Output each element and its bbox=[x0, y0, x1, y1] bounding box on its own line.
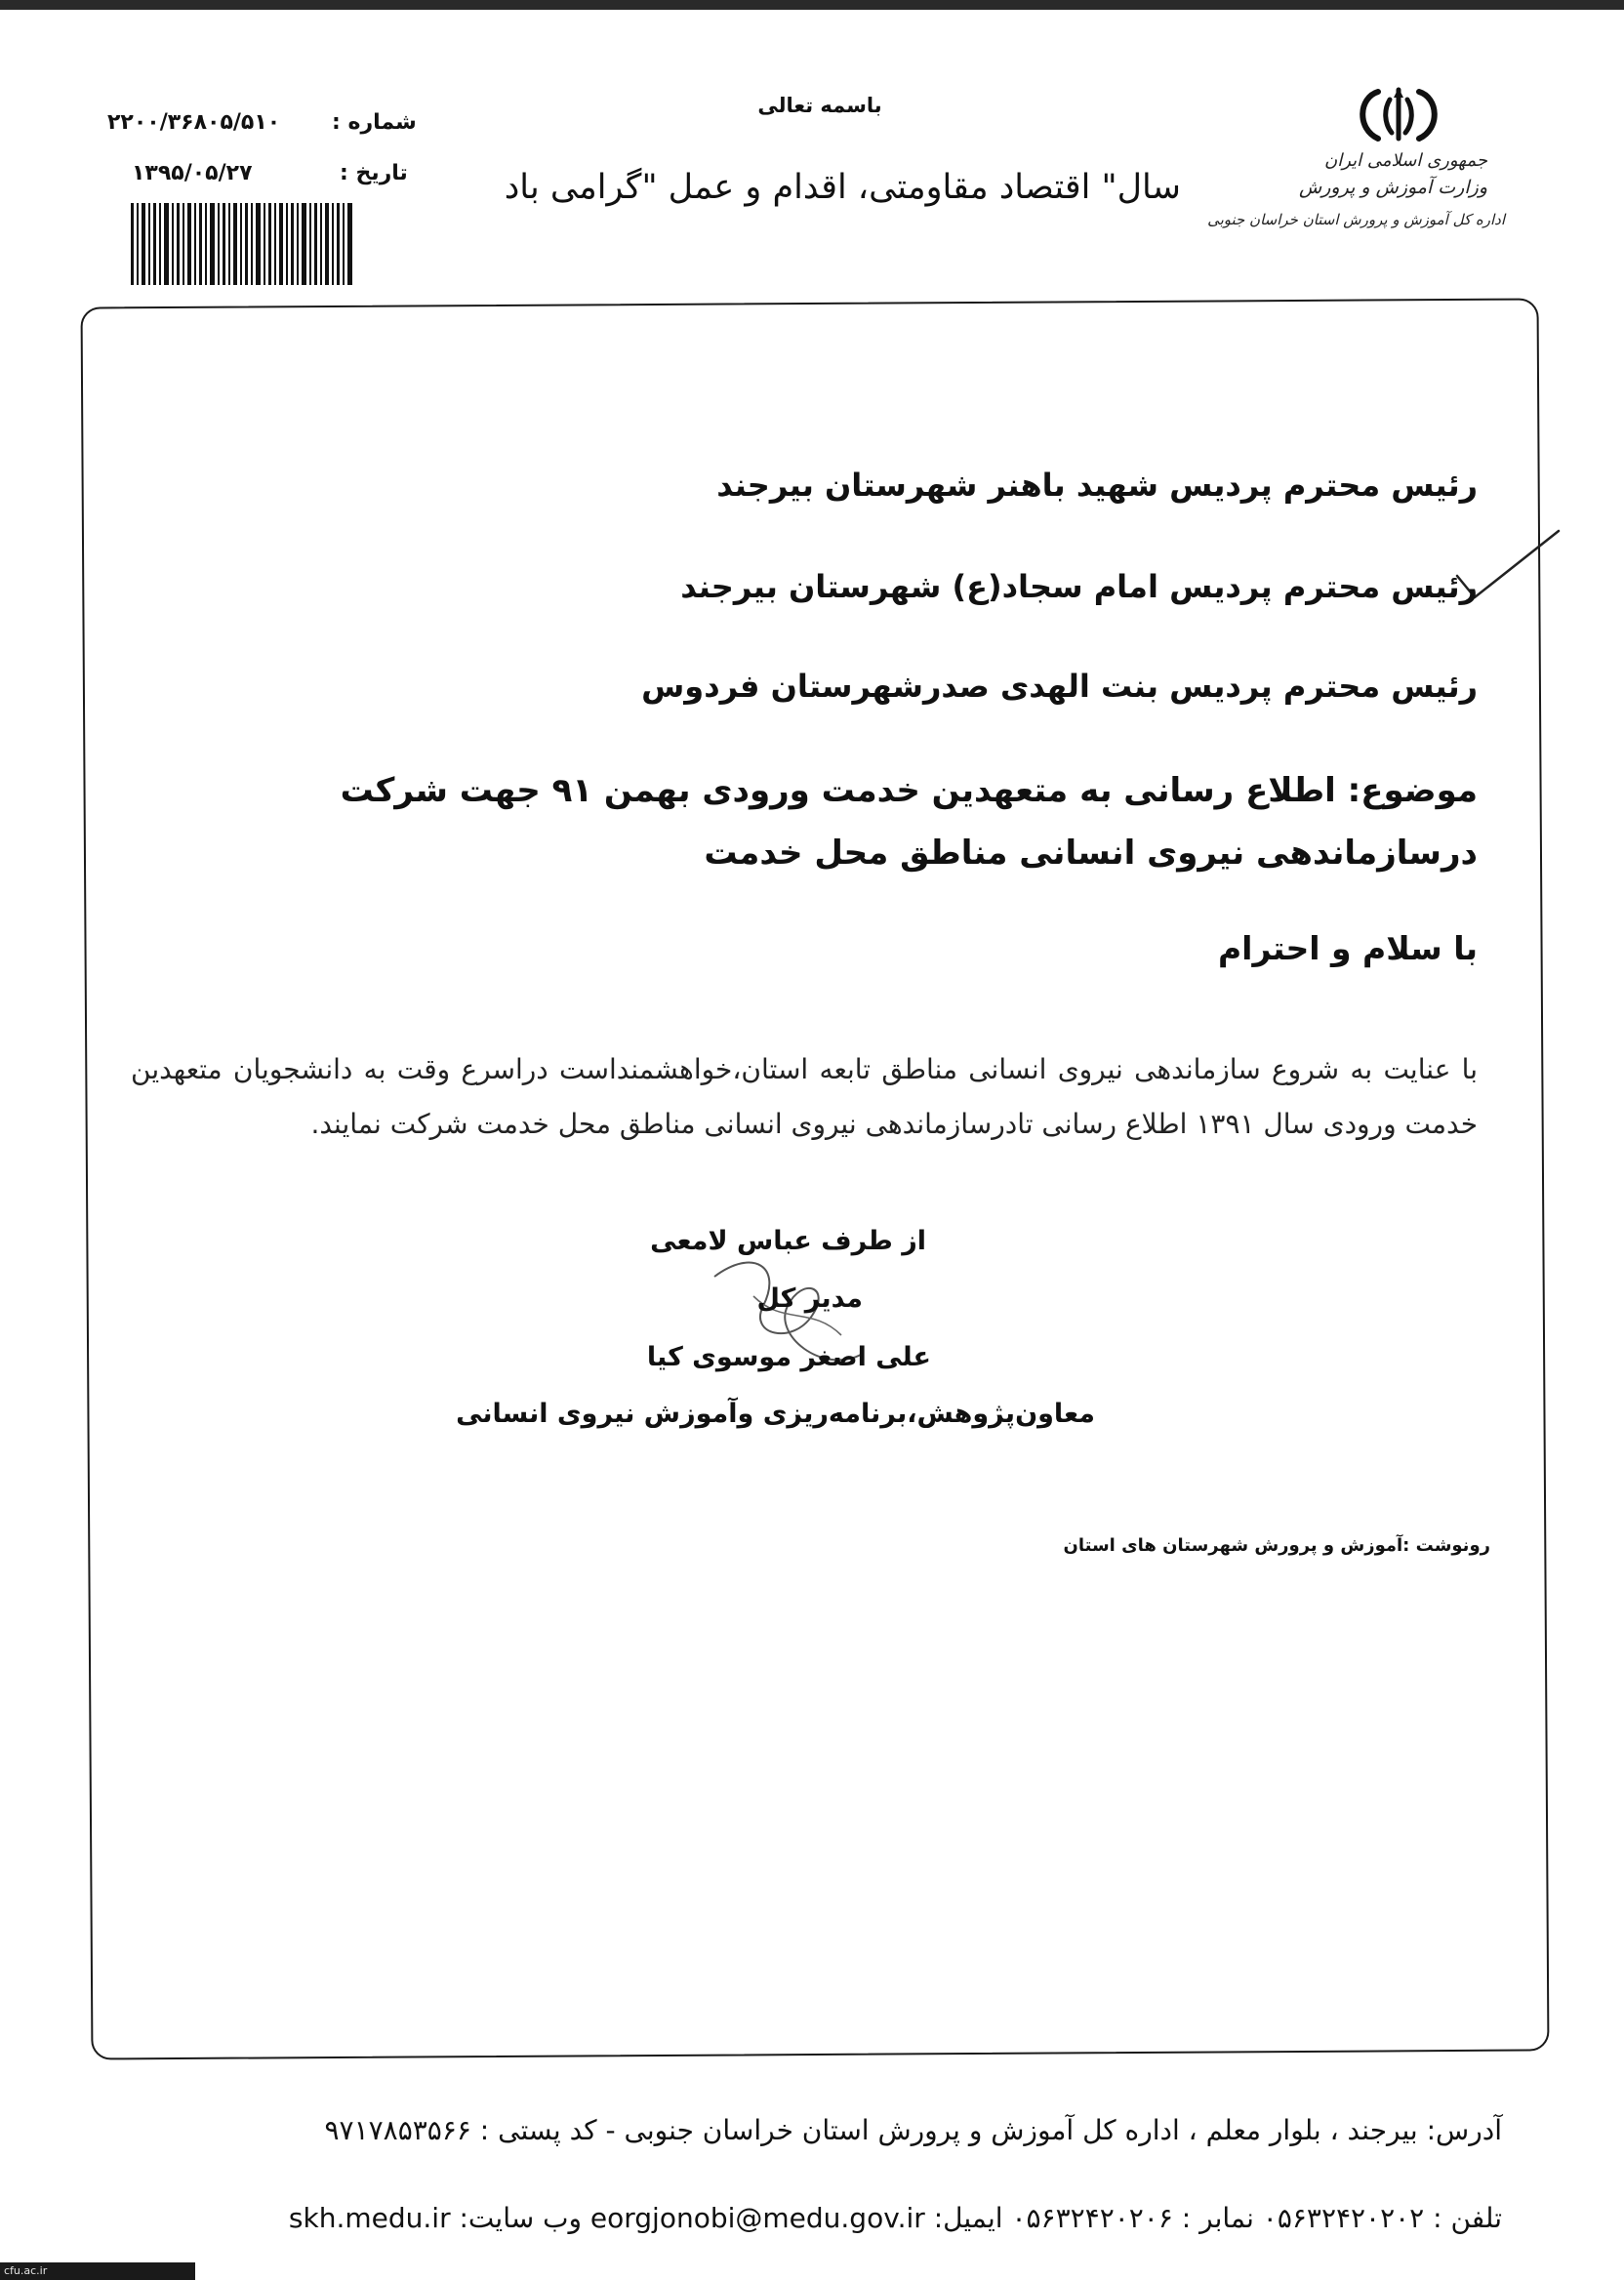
letter-date: ۱۳۹۵/۰۵/۲۷ bbox=[132, 161, 253, 185]
org-line-department: اداره کل آموزش و پرورش استان خراسان جنوبی bbox=[1207, 211, 1505, 228]
letter-body: با عنایت به شروع سازماندهی نیروی انسانی مناطق تابعه استان،خواهشمنداست دراسرع وقت به دانشجویان متعهدین خدمت ورودی سال ۱۳۹۱ اطلاع رسانی تادرسازماندهی نیروی انسانی مناطق محل خدمت شرکت نمایند. bbox=[131, 1053, 1478, 1140]
org-line-country: جمهوری اسلامی ایران bbox=[1324, 150, 1487, 171]
site-watermark: cfu.ac.ir bbox=[0, 2262, 195, 2280]
basmala: باسمه تعالی bbox=[757, 94, 882, 117]
letter-number: ۲۲۰۰/۳۶۸۰۵/۵۱۰ bbox=[107, 110, 281, 135]
year-slogan: سال" اقتصاد مقاومتی، اقدام و عمل "گرامی باد bbox=[504, 168, 1181, 207]
recipient-3: رئیس محترم پردیس بنت الهدی صدرشهرستان فردوس bbox=[641, 668, 1478, 705]
carbon-copy: رونوشت :آموزش و پرورش شهرستان های استان bbox=[1063, 1535, 1490, 1556]
footer-contact: تلفن : ۰۵۶۳۲۴۲۰۲۰۲ نمابر : ۰۵۶۳۲۴۲۰۲۰۶ ایمیل: eorgjonobi@medu.gov.ir وب سایت: skh.medu.ir bbox=[288, 2202, 1502, 2234]
signature-on-behalf: از طرف عباس لامعی bbox=[650, 1226, 926, 1256]
greeting: با سلام و احترام bbox=[1217, 929, 1478, 967]
letter-subject: موضوع: اطلاع رسانی به متعهدین خدمت ورودی بهمن ۹۱ جهت شرکت درسازماندهی نیروی انسانی مناطق محل خدمت bbox=[340, 771, 1478, 873]
recipient-2: رئیس محترم پردیس امام سجاد(ع) شهرستان بیرجند bbox=[680, 568, 1478, 605]
footer-address: آدرس: بیرجند ، بلوار معلم ، اداره کل آموزش و پرورش استان خراسان جنوبی - کد پستی : ۹۷۱۷۸۵۳۵۶۶ bbox=[324, 2114, 1502, 2146]
iran-emblem-icon bbox=[1345, 86, 1452, 144]
signer-name: علی اصغر موسوی کیا bbox=[646, 1342, 931, 1372]
number-label: شماره : bbox=[332, 110, 417, 135]
letter-frame bbox=[81, 298, 1550, 2059]
org-line-ministry: وزارت آموزش و پرورش bbox=[1299, 177, 1487, 198]
signature-title: مدیر کل bbox=[756, 1283, 863, 1314]
signer-position: معاون‌پژوهش،برنامه‌ریزی وآموزش نیروی انسانی bbox=[456, 1399, 1095, 1429]
barcode bbox=[129, 203, 355, 285]
recipient-1: رئیس محترم پردیس شهید باهنر شهرستان بیرجند bbox=[716, 467, 1478, 504]
date-label: تاریخ : bbox=[340, 161, 408, 185]
scan-top-edge bbox=[0, 0, 1624, 10]
